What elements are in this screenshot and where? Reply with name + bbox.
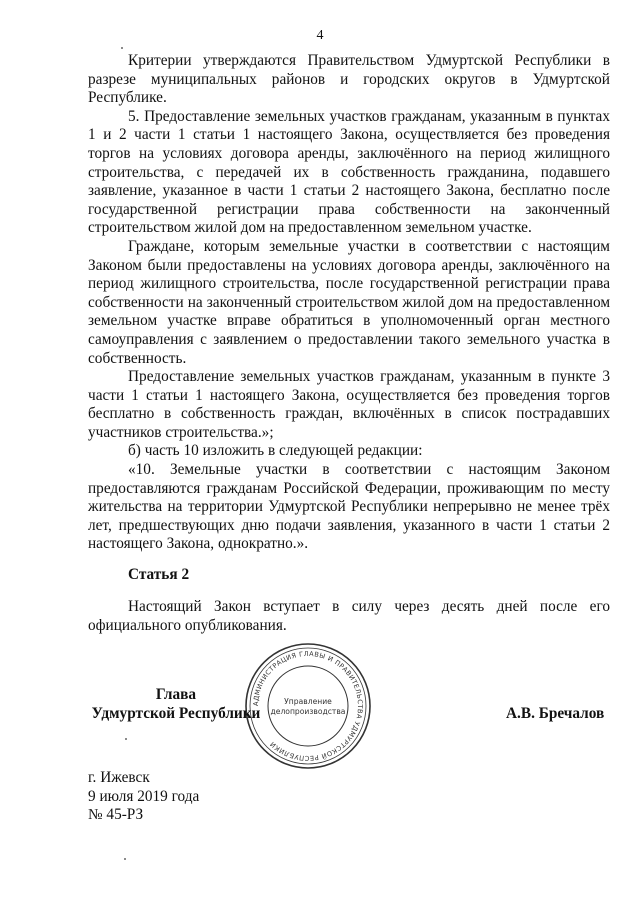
paragraph-part-10-intro: б) часть 10 изложить в следующей редакции: <box>128 442 423 460</box>
signer-name: А.В. Бречалов <box>506 705 605 722</box>
signature-title <box>88 686 264 723</box>
seal-inner-line-1: Управление <box>284 697 332 706</box>
scan-speck <box>124 858 126 860</box>
paragraph-part-10: «10. Земельные участки в соответствии с настоящим Законом предоставляются гражданам Российской Федерации, проживающим по месту жительства на территории Удмуртской Республики непрерывно не менее трёх лет, предшествующих дню подачи заявления, указанного в части 1 статьи 2 настоящего Закона, однократно.». <box>88 461 610 553</box>
page-number: 4 <box>316 28 324 43</box>
scan-speck <box>125 738 127 740</box>
signature-title-line-1: Глава <box>155 686 197 703</box>
paragraph-citizens: Граждане, которым земельные участки в соответствии с настоящим Законом были предоставлены на условиях договора аренды, заключённого на период жилищного строительства, после государственной регистрации права собственности на законченный строительством жилой дом на предоставленном земельном участке вправе обратиться в уполномоченный орган местного самоуправления с заявлением о предоставлении такого земельного участка в собственность. <box>88 237 610 367</box>
signature-title-line-2: Удмуртской Республики <box>91 704 261 722</box>
seal-inner-line-2: делопроизводства <box>270 707 346 716</box>
place-date-block <box>88 769 199 825</box>
document-body <box>88 52 610 554</box>
seal-ring-text: АДМИНИСТРАЦИЯ ГЛАВЫ И ПРАВИТЕЛЬСТВА УДМУРТСКОЙ РЕСПУБЛИКИ <box>251 649 365 763</box>
paragraph-criteria: Критерии утверждаются Правительством Удмуртской Республики в разрезе муниципальных районов и городских округов в Удмуртской Республике. <box>88 52 610 107</box>
paragraph-provision: Предоставление земельных участков гражданам, указанным в пункте 3 части 1 статьи 1 настоящего Закона, осуществляется без проведения торгов бесплатно в собственность граждан, включённых в список пострадавших участников строительства.»; <box>88 368 610 441</box>
signing-date: 9 июля 2019 года <box>88 787 200 805</box>
paragraph-point-5: 5. Предоставление земельных участков гражданам, указанным в пунктах 1 и 2 части 1 статьи 1 настоящего Закона, осуществляется без проведения торгов на условиях договора аренды, заключённого на период жилищного строительства, с передачей их в собственность гражданина, подавшего заявление, указанное в части 1 статьи 2 настоящего Закона, бесплатно после государственной регистрации права собственности на законченный строительством жилой дом на предоставленном земельном участке. <box>88 107 610 237</box>
scan-speck <box>121 47 123 49</box>
article-2-text: Настоящий Закон вступает в силу через десять дней после его официального опубликования. <box>88 598 610 634</box>
law-number: № 45-РЗ <box>88 806 144 824</box>
article-2-heading: Статья 2 <box>128 566 190 583</box>
city: г. Ижевск <box>88 769 150 786</box>
